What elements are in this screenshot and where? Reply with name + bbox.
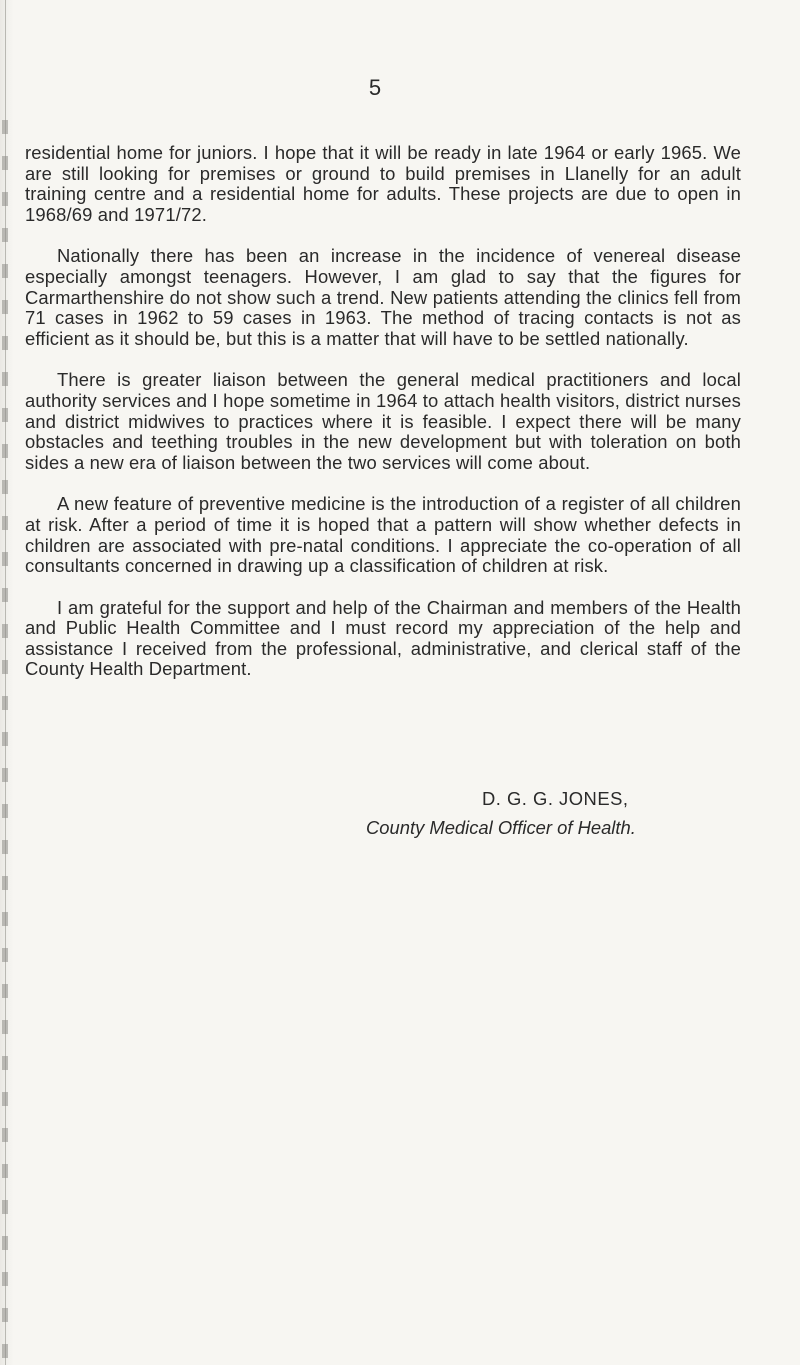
paragraph-acknowledgements: I am grateful for the support and help of the Chairman and members of the Health and Public Health Committee and I must record my appreciation of the help and assistance I received from the professional, administrative, and clerical staff of the County Health Department. (25, 596, 741, 680)
binding-edge (0, 0, 14, 1365)
signatory-name: D. G. G. JONES, (482, 788, 629, 809)
signature-block (366, 784, 750, 842)
binding-marks (2, 120, 8, 1360)
paragraph-register: A new feature of preventive medicine is the introduction of a register of all children at risk. After a period of time it is hoped that a pattern will show whether defects in children are associated with pre-natal conditions. I appreciate the co-operation of all consultants concerned in drawing up a classification of children at risk. (25, 493, 741, 577)
paragraph-liaison: There is greater liaison between the general medical practitioners and local authority services and I hope sometime in 1964 to attach health visitors, district nurses and district midwives to practices where it is feasible. I expect there will be many obstacles and teething troubles in the new development but with toleration on both sides a new era of liaison between the two services will come about. (25, 369, 741, 473)
signatory-title: County Medical Officer of Health. (366, 817, 636, 838)
page-number: 5 (368, 75, 382, 100)
paragraph-continuation: residential home for juniors. I hope that it will be ready in late 1964 or early 1965. We are still looking for premises or ground to build premises in Llanelly for an adult training centre and a residential home for adults. These projects are due to open in 1968/69 and 1971/72. (25, 142, 741, 225)
body-text (25, 143, 741, 701)
paragraph-venereal-disease: Nationally there has been an increase in the incidence of venereal disease especially amongst teenagers. However, I am glad to say that the figures for Carmarthenshire do not show such a trend. New patients attending the clinics fell from 71 cases in 1962 to 59 cases in 1963. The method of tracing contacts is not as efficient as it should be, but this is a matter that will have to be settled nationally. (25, 245, 741, 349)
